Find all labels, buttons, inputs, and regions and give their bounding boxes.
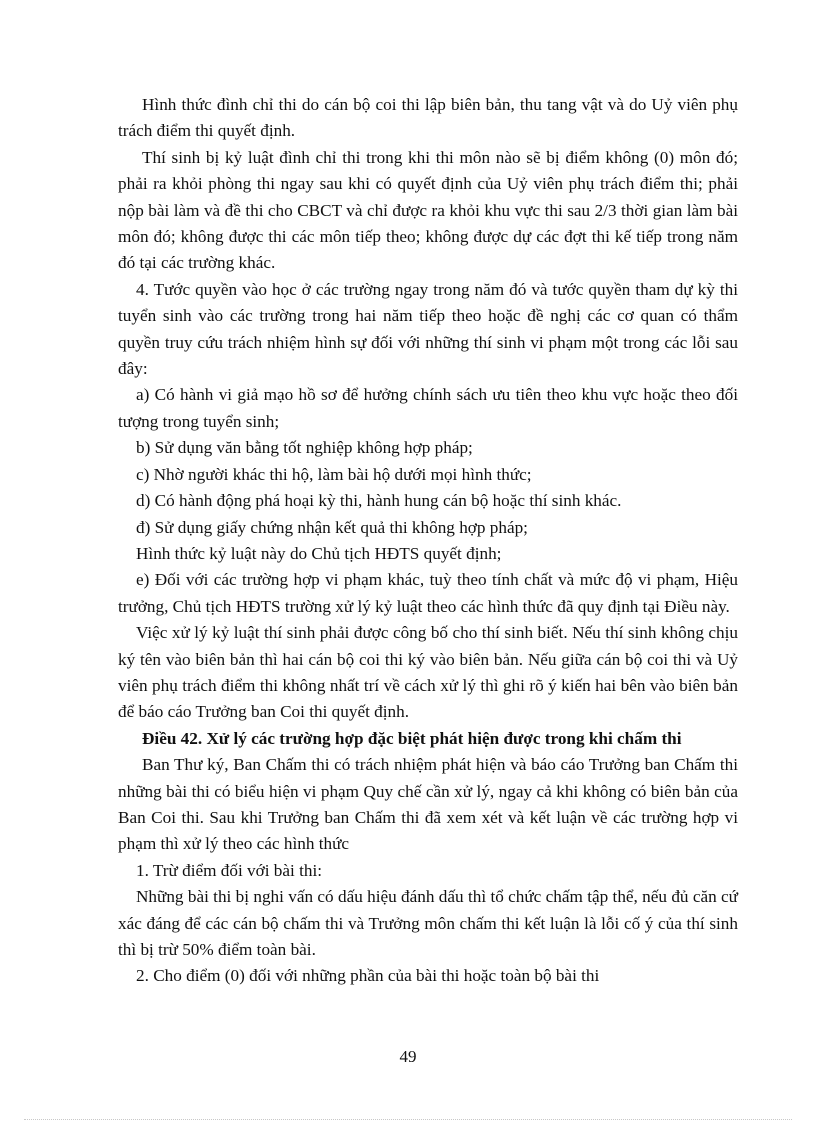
paragraph: Việc xử lý kỷ luật thí sinh phải được công bố cho thí sinh biết. Nếu thí sinh không chịu ký tên vào biên bản thì hai cán bộ coi thi ký vào biên bản. Nếu giữa cán bộ coi thi và Uỷ viên phụ trách điểm thi không nhất trí về cách xử lý thì ghi rõ ý kiến hai bên vào biên bản để báo cáo Trưởng ban Coi thi quyết định. <box>118 623 738 722</box>
paragraph: Hình thức đình chỉ thi do cán bộ coi thi lập biên bản, thu tang vật và do Uỷ viên phụ trách điểm thi quyết định. <box>118 95 738 141</box>
list-item: d) Có hành động phá hoại kỳ thi, hành hung cán bộ hoặc thí sinh khác. <box>136 491 622 511</box>
list-item: b) Sử dụng văn bằng tốt nghiệp không hợp pháp; <box>136 438 473 458</box>
paragraph: Ban Thư ký, Ban Chấm thi có trách nhiệm phát hiện và báo cáo Trưởng ban Chấm thi những bài thi có biểu hiện vi phạm Quy chế cần xử lý, ngay cả khi không có biên bản của Ban Coi thi. Sau khi Trưởng ban Chấm thi đã xem xét và kết luận về các trường hợp vi phạm thì xử lý theo các hình thức <box>118 755 738 854</box>
document-body <box>118 92 738 990</box>
list-item: c) Nhờ người khác thi hộ, làm bài hộ dưới mọi hình thức; <box>136 464 532 484</box>
list-item: đ) Sử dụng giấy chứng nhận kết quả thi không hợp pháp; <box>136 517 528 537</box>
list-item: a) Có hành vi giả mạo hồ sơ để hưởng chính sách ưu tiên theo khu vực hoặc theo đối tượng trong tuyển sinh; <box>118 385 738 431</box>
list-item: e) Đối với các trường hợp vi phạm khác, tuỳ theo tính chất và mức độ vi phạm, Hiệu trưởng, Chủ tịch HĐTS trường xử lý kỷ luật theo các hình thức đã quy định tại Điều này. <box>118 570 738 616</box>
paragraph: Hình thức kỷ luật này do Chủ tịch HĐTS quyết định; <box>136 543 502 563</box>
page-number: 49 <box>399 1047 417 1066</box>
list-item: 2. Cho điểm (0) đối với những phần của bài thi hoặc toàn bộ bài thi <box>136 966 600 986</box>
paragraph: 4. Tước quyền vào học ở các trường ngay trong năm đó và tước quyền tham dự kỳ thi tuyển sinh vào các trường trong hai năm tiếp theo hoặc đề nghị các cơ quan có thẩm quyền truy cứu trách nhiệm hình sự đối với những thí sinh vi phạm một trong các lỗi sau đây: <box>118 279 738 379</box>
paragraph: Những bài thi bị nghi vấn có dấu hiệu đánh dấu thì tổ chức chấm tập thể, nếu đủ căn cứ xác đáng để các cán bộ chấm thi và Trưởng môn chấm thi kết luận là lỗi cố ý của thí sinh thì bị trừ 50% điểm toàn bài. <box>118 887 738 959</box>
list-item: 1. Trừ điểm đối với bài thi: <box>136 860 322 880</box>
paragraph: Thí sinh bị kỷ luật đình chỉ thi trong khi thi môn nào sẽ bị điểm không (0) môn đó; phải ra khỏi phòng thi ngay sau khi có quyết định của Uỷ viên phụ trách điểm thi; phải nộp bài làm và đề thi cho CBCT và chỉ được ra khỏi khu vực thi sau 2/3 thời gian làm bài môn đó; không được thi các môn tiếp theo; không được dự các đợt thi kế tiếp trong năm đó tại các trường khác. <box>118 147 738 273</box>
article-heading: Điều 42. Xử lý các trường hợp đặc biệt phát hiện được trong khi chấm thi <box>142 728 682 748</box>
page-divider <box>24 1119 792 1120</box>
